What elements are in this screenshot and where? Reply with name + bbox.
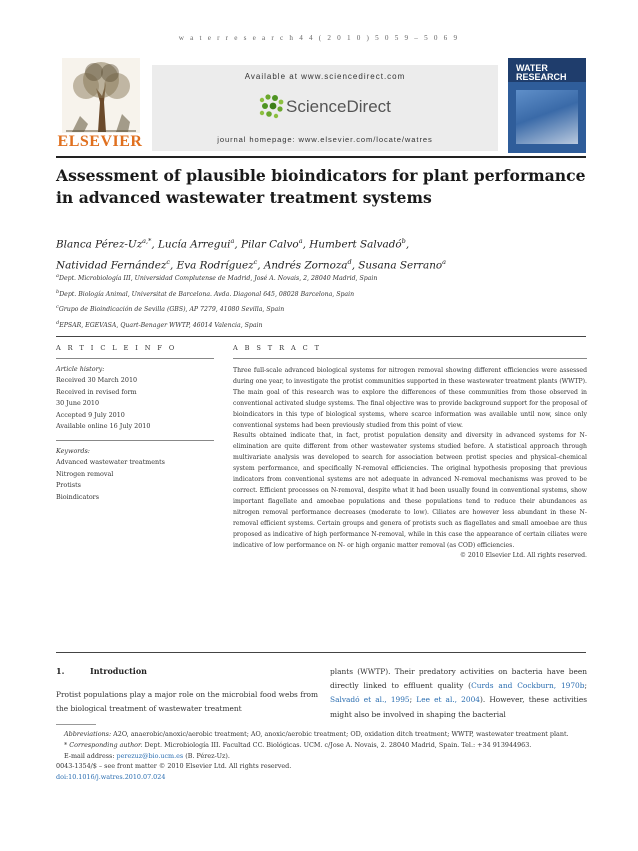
keywords-label: Keywords: [56,447,90,455]
abbreviations-label: Abbreviations: [64,730,112,738]
email-link[interactable]: perezuz@bio.ucm.es [116,751,184,760]
article-info-divider [56,358,214,359]
available-at-text[interactable]: Available at www.sciencedirect.com [244,72,406,81]
author-list [56,232,596,275]
footnote-corresponding-author [56,740,588,751]
abstract-paragraph-2: Results obtained indicate that, in fact, protist population density and diversity in advanced systems for N-elimination are quite different from other wastewater systems studied before. A statistical approach through multivariate analysis was developed to search for association between protist species and physical–chemical system performance, and specifically N-removal efficiencies. The original hypothesis proposing that previous indicators from conventional systems are not adequate in advanced N-removal mechanisms was proved to be correct. Efficient processes on N-removal, despite what it had been usually found in conventional systems, show important flagellate and amoebae populations and these populations tend to reduce their abundances as nitrogen removal performance decreases (moderate to low). Ciliates are however less abundant in these N-removal efficient systems. Certain groups and genera of protists such as flagellates and small amoebae are thus proposed as indicative of high performance N-removal, while in this case the appearance of certain ciliates were indicative of low performance on N- or high organic matter removal (as COD) efficiencies. [233,432,587,549]
author-affiliation-mark[interactable]: c [253,258,258,267]
masthead-divider [56,156,586,158]
citation-salvado[interactable]: Salvadó et al., 1995 [330,695,410,705]
affiliation-mark: a [56,273,59,279]
journal-reference: w a t e r r e s e a r c h 4 4 ( 2 0 1 0 ) 5 0 5 9 – 5 0 6 9 [178,34,460,42]
author-separator: , [151,238,158,251]
keywords-list [56,457,216,503]
author-affiliation-mark[interactable]: d [347,258,352,267]
abstract-divider [233,358,587,359]
keyword-item: Protists [56,481,81,490]
cover-image [516,90,578,144]
history-item: Accepted 9 July 2010 [56,410,125,419]
sciencedirect-banner [152,65,498,151]
abstract-bottom-divider [56,652,586,653]
footnote-email [56,751,588,762]
author-name: Humbert Salvadó [309,238,402,251]
intro-text-4: ). However, these activities might also be involved in shaping the bacterial [330,695,588,719]
history-item: 30 June 2010 [56,399,100,408]
author-name: Natividad Fernández [56,259,167,272]
author-name: Andrés Zornoza [263,259,348,272]
author-affiliation-mark[interactable]: a [230,237,235,245]
author-affiliation-mark[interactable]: a [298,237,303,245]
author-separator: , [405,238,410,251]
header-divider [56,336,586,337]
author-name: Lucía Arregui [157,238,231,251]
abbreviations-text: A2O, anaerobic/anoxic/aerobic treatment; AO, anoxic/aerobic treatment; OD, oxidation ditch treatment; WWTP, wastewater treatment plant. [111,730,569,738]
intro-paragraph-right [330,665,587,722]
footnote-divider [56,724,96,725]
section-heading-introduction [56,666,147,676]
affiliation-text: Dept. Biología Animal, Universitat de Barcelona. Avda. Diagonal 645, 08028 Barcelona, Spain [59,290,355,298]
keywords [56,446,216,503]
abstract-copyright: © 2010 Elsevier Ltd. All rights reserved. [459,552,587,560]
abstract-paragraph-1: Three full-scale advanced biological systems for nitrogen removal showing different efficiencies were assessed during one year, to investigate the protist communities supported in these wastewater treatment plants (WWTP). The main goal of this research was to explore the differences of these communities from those observed in conventional activated sludge systems. The final objective was to provide background support for the proposal of bioindicators in this type of biological systems, where scarce information was available until now, since only conventional systems had been previously studied from this point of view. [233,367,587,429]
article-history-label: Article history: [56,365,105,373]
author-separator: , [257,259,264,272]
keywords-divider [56,440,214,441]
cover-title [516,64,567,82]
footnotes [56,729,588,783]
intro-text-2: ; [584,681,587,691]
intro-paragraph-left: Protist populations play a major role on the microbial food webs from the biological treatment of wastewater treatment [56,690,318,714]
article-title: Assessment of plausible bioindicators for plant performance in advanced wastewater treatment systems [56,166,586,207]
issn-line: 0043-1354/$ – see front matter © 2010 Elsevier Ltd. All rights reserved. [56,762,292,771]
author-name: Eva Rodríguez [176,259,254,272]
corresponding-mark: * [64,740,70,749]
keyword-item: Nitrogen removal [56,469,114,478]
author-separator: , [302,238,310,251]
author-name: Blanca Pérez-Uz [56,238,143,251]
cover-title-line-1: WATER [516,63,548,73]
affiliation-item [56,286,596,302]
intro-text-3: ; [409,695,417,705]
elsevier-logo[interactable] [56,58,144,153]
email-suffix: (B. Pérez-Uz). [183,751,230,760]
article-info-heading: A R T I C L E I N F O [56,344,177,352]
article-history-list [56,375,216,432]
author-name: Pilar Calvo [240,238,299,251]
abstract-body [233,366,587,562]
keyword-item: Advanced wastewater treatments [56,458,165,467]
author-affiliation-mark[interactable]: a,* [142,237,152,245]
author-affiliation-mark[interactable]: a [442,258,447,267]
citation-curds-cockburn[interactable]: Curds and Cockburn, 1970b [471,681,585,691]
cover-title-line-2: RESEARCH [516,72,567,82]
affiliation-text: Dept. Microbiología III, Universidad Complutense de Madrid, José A. Novais, 2, 28040 Madrid, Spain [58,275,378,283]
section-title: Introduction [90,666,147,676]
history-item: Available online 16 July 2010 [56,422,151,431]
journal-homepage-text[interactable]: journal homepage: www.elsevier.com/locate/watres [217,135,433,144]
author-separator: , [351,259,359,272]
author-separator: , [170,259,177,272]
intro-text-1: plants (WWTP). Their predatory activities on bacteria have been directly linked to effluent quality ( [330,667,587,691]
affiliation-item [56,301,596,317]
citation-lee[interactable]: Lee et al., 2004 [416,695,480,705]
elsevier-tree-icon [62,58,140,133]
corresponding-label: Corresponding author. [69,740,143,749]
author-separator: , [234,238,241,251]
author-name: Susana Serrano [358,259,443,272]
author-affiliation-mark[interactable]: b [401,237,406,245]
affiliation-item [56,317,596,333]
sciencedirect-dots-icon [256,92,286,122]
affiliation-list [56,270,596,333]
affiliation-mark: d [56,319,60,326]
history-item: Received in revised form [56,387,137,396]
email-label: E-mail address: [64,751,117,760]
footnote-abbreviations [56,729,588,740]
history-item: Received 30 March 2010 [56,376,138,385]
sciencedirect-logo[interactable] [256,92,416,122]
affiliation-mark: c [56,304,59,311]
abstract-heading: A B S T R A C T [233,344,322,352]
author-affiliation-mark[interactable]: c [166,258,171,267]
elsevier-wordmark: ELSEVIER [57,133,143,150]
keyword-item: Bioindicators [56,492,100,501]
doi-link[interactable]: doi:10.1016/j.watres.2010.07.024 [56,773,166,782]
corresponding-text: Dept. Microbiología III. Facultad CC. Biológicas. UCM. c/Jose A. Novais, 2. 28040 Madrid, Spain. Tel.: +34 913944963. [142,740,532,749]
affiliation-text: EPSAR, EGEVASA, Quart-Benager WWTP, 46014 Valencia, Spain [59,322,263,330]
article-history [56,364,216,432]
affiliation-mark: b [56,288,60,295]
section-number: 1. [56,666,65,676]
affiliation-text: Grupo de Bioindicación de Sevilla (GBS), AP 7279, 41080 Sevilla, Spain [58,306,285,314]
sciencedirect-wordmark: ScienceDirect [286,97,391,116]
journal-cover [508,58,586,153]
affiliation-item [56,270,596,286]
masthead [56,58,586,153]
